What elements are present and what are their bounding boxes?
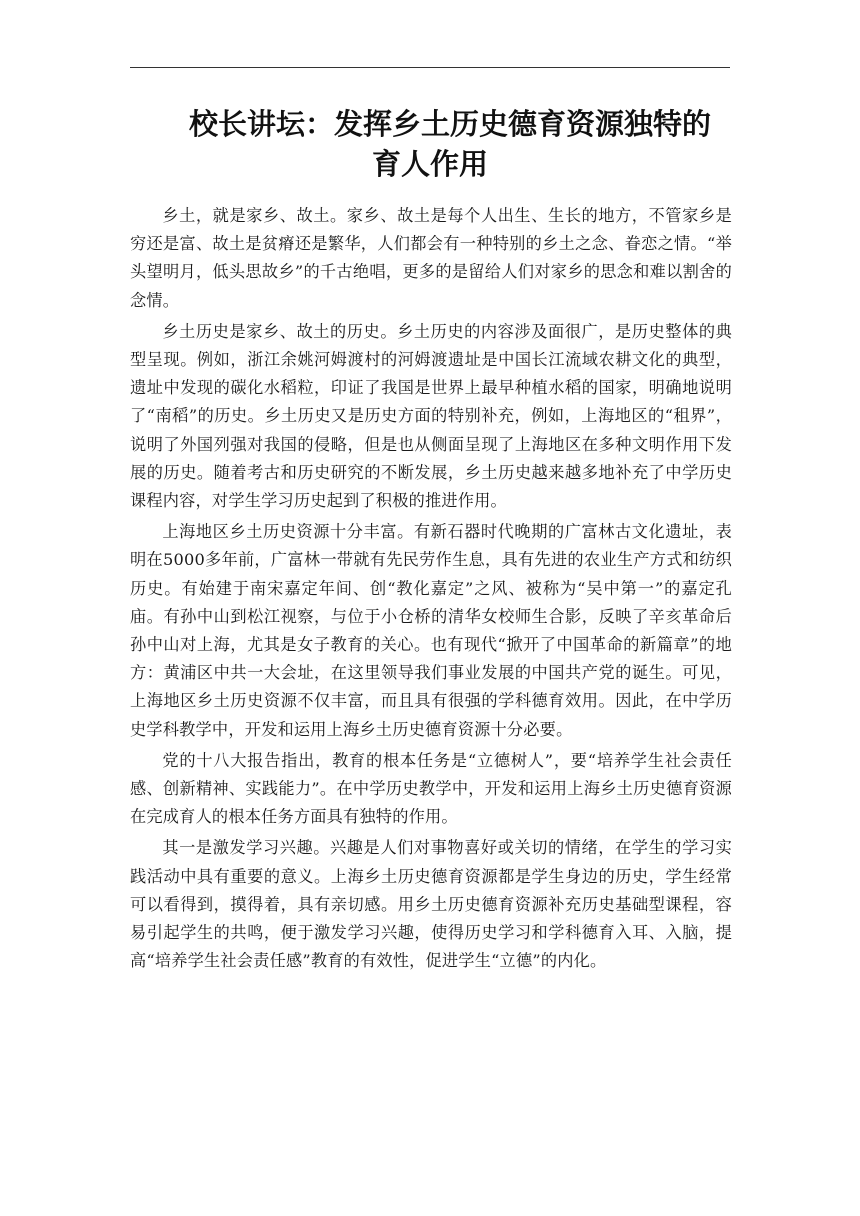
paragraph-4: 党的十八大报告指出，教育的根本任务是“立德树人”，要“培养学生社会责任感、创新精神、实践能力”。在中学历史教学中，开发和运用上海乡土历史德育资源在完成育人的根本任务方面具有独特的作用。: [130, 750, 732, 827]
paragraph-2: 乡土历史是家乡、故土的历史。乡土历史的内容涉及面很广，是历史整体的典型呈现。例如，浙江余姚河姆渡村的河姆渡遗址是中国长江流域农耕文化的典型，遗址中发现的碳化水稻粒，印证了我国是世界上最早种植水稻的国家，明确地说明了“南稻”的历史。乡土历史又是历史方面的特别补充，例如，上海地区的“租界”，说明了外国列强对我国的侵略，但是也从侧面呈现了上海地区在多种文明作用下发展的历史。随着考古和历史研究的不断发展，乡土历史越来越多地补充了中学历史课程内容，对学生学习历史起到了积极的推进作用。: [130, 321, 732, 511]
paragraph-5: 其一是激发学习兴趣。兴趣是人们对事物喜好或关切的情绪，在学生的学习实践活动中具有重要的意义。上海乡土历史德育资源都是学生身边的历史，学生经常可以看得到，摸得着，具有亲切感。用乡土历史德育资源补充历史基础型课程，容易引起学生的共鸣，便于激发学习兴趣，使得历史学习和学科德育入耳、入脑，提高“培养学生社会责任感”教育的有效性，促进学生“立德”的内化。: [130, 838, 732, 971]
header-rule: [130, 67, 730, 68]
page-title: [130, 104, 730, 184]
paragraph-3: 上海地区乡土历史资源十分丰富。有新石器时代晚期的广富林古文化遗址，表明在5000多年前，广富林一带就有先民劳作生息，具有先进的农业生产方式和纺织历史。有始建于南宋嘉定年间、创“教化嘉定”之风、被称为“吴中第一”的嘉定孔庙。有孙中山到松江视察，与位于小仓桥的清华女校师生合影，反映了辛亥革命后孙中山对上海，尤其是女子教育的关心。也有现代“掀开了中国革命的新篇章”的地方：黄浦区中共一大会址，在这里领导我们事业发展的中国共产党的诞生。可见，上海地区乡土历史资源不仅丰富，而且具有很强的学科德育效用。因此，在中学历史学科教学中，开发和运用上海乡土历史德育资源十分必要。: [130, 522, 732, 739]
title-line-1: 校长讲坛：发挥乡土历史德育资源独特的: [188, 107, 711, 141]
title-line-2: 育人作用: [371, 147, 488, 181]
article-body: [130, 202, 732, 975]
paragraph-1: 乡土，就是家乡、故土。家乡、故土是每个人出生、生长的地方，不管家乡是穷还是富、故土是贫瘠还是繁华，人们都会有一种特别的乡土之念、眷恋之情。“举头望明月，低头思故乡”的千古绝唱，更多的是留给人们对家乡的思念和难以割舍的念情。: [130, 206, 732, 310]
